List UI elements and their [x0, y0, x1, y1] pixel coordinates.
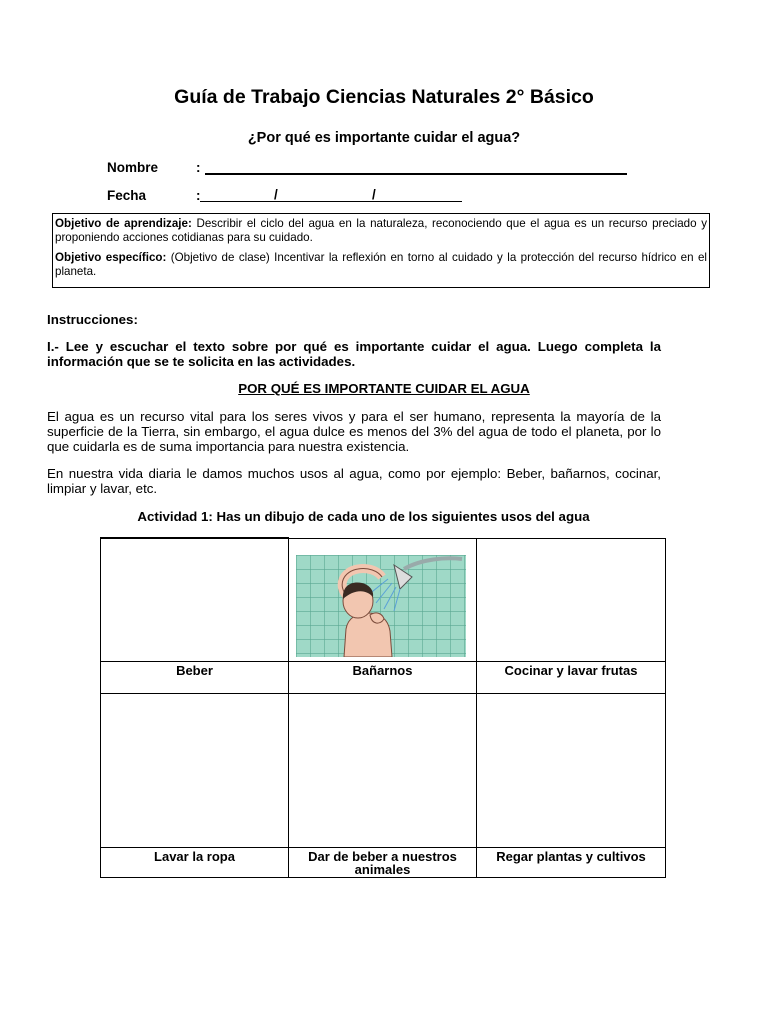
- objectives-box: [52, 213, 710, 288]
- reading-heading: [0, 381, 768, 396]
- drawing-area-cocinar[interactable]: [477, 538, 666, 662]
- drawing-area-animales[interactable]: [289, 694, 477, 848]
- caption-beber: Beber: [101, 662, 289, 694]
- drawing-area-beber[interactable]: [101, 538, 289, 662]
- instructions-text: I.- Lee y escuchar el texto sobre por qué es importante cuidar el agua. Luego completa la información que se te solicita en las actividades.: [47, 339, 661, 369]
- drawing-area-regar[interactable]: [477, 694, 666, 848]
- reading-paragraph-1: El agua es un recurso vital para los seres vivos y para el ser humano, representa la mayoría de la superficie de la Tierra, sin embargo, el agua dulce es menos del 3% del agua de todo el planeta, por lo que cuidarla es de suma importancia para nuestra existencia.: [47, 409, 661, 454]
- name-colon: :: [196, 160, 201, 175]
- specific-objective: [55, 251, 707, 279]
- name-field-line[interactable]: [205, 173, 627, 175]
- shower-illustration: [296, 555, 466, 657]
- caption-banarnos: Bañarnos: [289, 662, 477, 694]
- person-body: [344, 613, 392, 657]
- learning-objective: [55, 217, 707, 245]
- reading-heading-text: POR QUÉ ES IMPORTANTE CUIDAR EL AGUA: [238, 381, 530, 396]
- name-label: Nombre: [107, 160, 159, 175]
- date-label: Fecha: [107, 188, 147, 203]
- caption-lavar-ropa: Lavar la ropa: [101, 848, 289, 878]
- date-separator-2: /: [372, 187, 376, 202]
- drawing-area-banarnos[interactable]: [289, 538, 477, 662]
- caption-cocinar: Cocinar y lavar frutas: [477, 662, 666, 694]
- learning-objective-label: Objetivo de aprendizaje:: [55, 217, 192, 230]
- page-title: Guía de Trabajo Ciencias Naturales 2° Básico: [174, 86, 594, 108]
- caption-regar: Regar plantas y cultivos: [477, 848, 666, 878]
- reading-paragraph-2: En nuestra vida diaria le damos muchos usos al agua, como por ejemplo: Beber, bañarnos, cocinar, limpiar y lavar, etc.: [47, 466, 661, 496]
- date-field-line[interactable]: [200, 201, 462, 202]
- specific-objective-text: (Objetivo de clase) Incentivar la reflexión en torno al cuidado y la protección del recurso hídrico en el planeta.: [55, 251, 708, 278]
- activity-grid: [100, 537, 666, 878]
- drawing-area-lavar-ropa[interactable]: [101, 694, 289, 848]
- instructions-heading: Instrucciones:: [47, 312, 138, 327]
- caption-animales: Dar de beber a nuestros animales: [289, 848, 477, 878]
- learning-objective-text: Describir el ciclo del agua en la naturaleza, reconociendo que el agua es un recurso preciado y proponiendo acciones cotidianas para su cuidado.: [55, 217, 707, 244]
- page-subtitle: ¿Por qué es importante cuidar el agua?: [247, 130, 521, 146]
- date-colon: :: [196, 188, 201, 203]
- date-separator-1: /: [274, 187, 278, 202]
- specific-objective-label: Objetivo específico:: [55, 251, 167, 264]
- activity-title: Actividad 1: Has un dibujo de cada uno de los siguientes usos del agua: [137, 509, 590, 524]
